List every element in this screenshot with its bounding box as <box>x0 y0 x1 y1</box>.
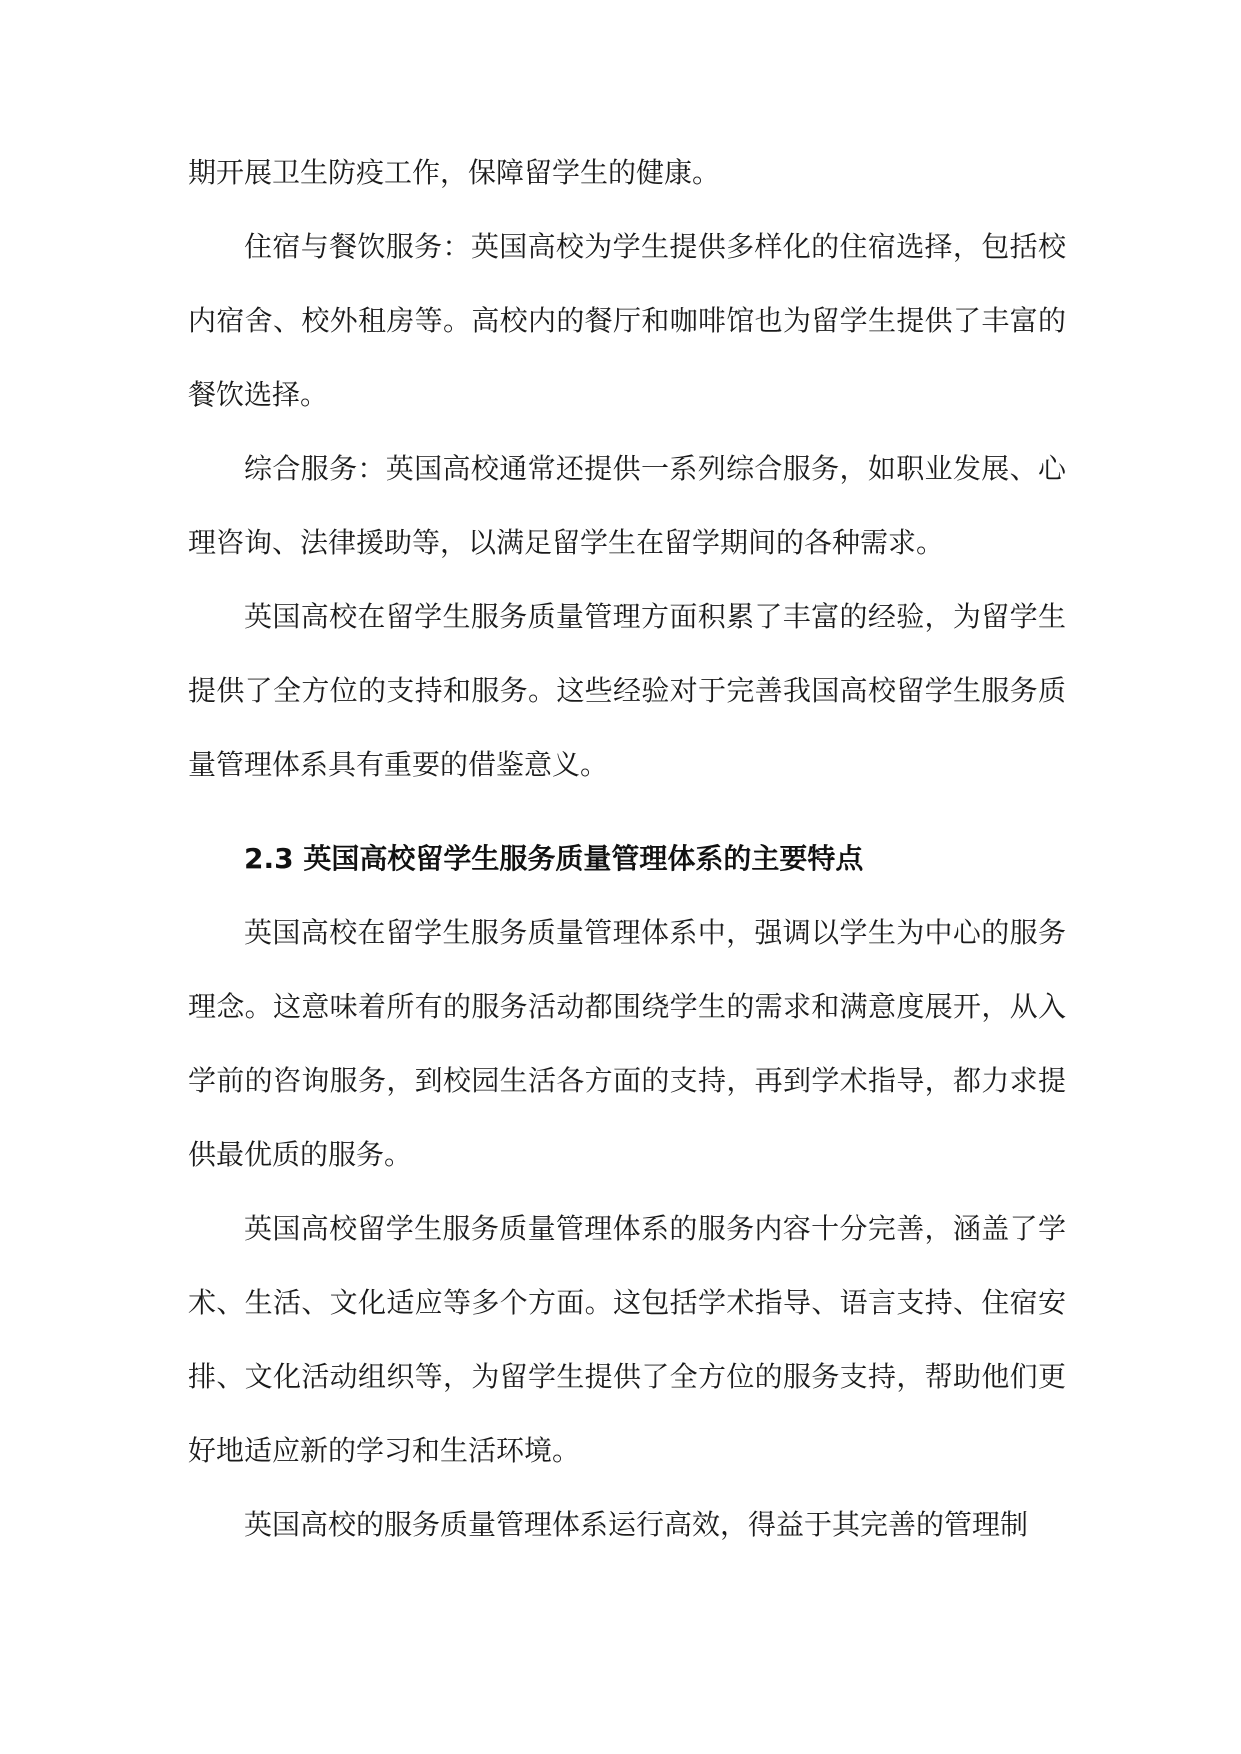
paragraph-service-content: 英国高校留学生服务质量管理体系的服务内容十分完善，涵盖了学术、生活、文化适应等多个方面。这包括学术指导、语言支持、住宿安排、文化活动组织等，为留学生提供了全方位的服务支持，帮助他们更好地适应新的学习和生活环境。 <box>188 1212 1066 1467</box>
paragraph-accommodation-dining: 住宿与餐饮服务：英国高校为学生提供多样化的住宿选择，包括校内宿舍、校外租房等。高校内的餐厅和咖啡馆也为留学生提供了丰富的餐饮选择。 <box>188 230 1066 411</box>
paragraph-comprehensive-services: 综合服务：英国高校通常还提供一系列综合服务，如职业发展、心理咨询、法律援助等，以满足留学生在留学期间的各种需求。 <box>188 452 1066 559</box>
paragraph-efficient-operation: 英国高校的服务质量管理体系运行高效，得益于其完善的管理制 <box>244 1508 1029 1541</box>
document-body <box>188 136 1066 1562</box>
paragraph-continued: 期开展卫生防疫工作，保障留学生的健康。 <box>188 156 721 189</box>
paragraph-student-centered: 英国高校在留学生服务质量管理体系中，强调以学生为中心的服务理念。这意味着所有的服务活动都围绕学生的需求和满意度展开，从入学前的咨询服务，到校园生活各方面的支持，再到学术指导，都力求提供最优质的服务。 <box>188 916 1066 1171</box>
section-heading: 2.3 英国高校留学生服务质量管理体系的主要特点 <box>244 842 864 875</box>
paragraph-experience-summary: 英国高校在留学生服务质量管理方面积累了丰富的经验，为留学生提供了全方位的支持和服务。这些经验对于完善我国高校留学生服务质量管理体系具有重要的借鉴意义。 <box>188 600 1066 781</box>
